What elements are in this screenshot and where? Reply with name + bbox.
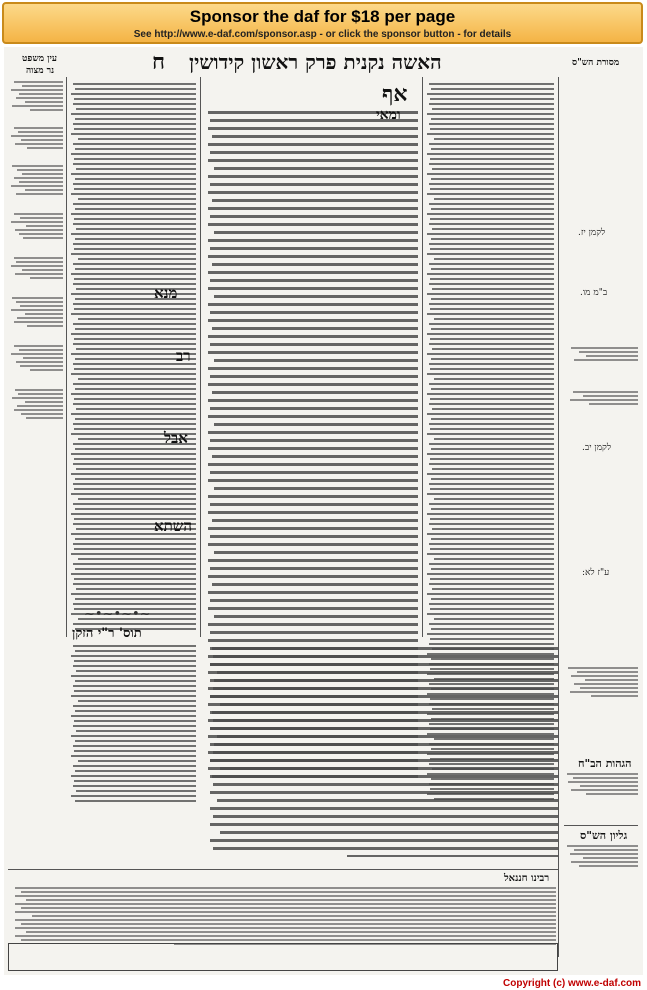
gemara-opening-word: אף (382, 81, 408, 107)
column-divider-left (66, 77, 67, 637)
bottom-section-rule (8, 869, 558, 870)
tosafot-word-mana: מנא (154, 284, 178, 302)
margin-note-4: ע"ז לא: (582, 568, 610, 578)
copyright-notice: Copyright (c) www.e-daf.com (503, 978, 641, 989)
page-header-left-b: נר מצוה (26, 66, 55, 76)
margin-note-2: ב"מ מו. (580, 288, 608, 298)
sponsor-subtitle[interactable]: See http://www.e-daf.com/sponsor.asp - or click the sponsor button - for details (133, 29, 512, 40)
talmud-page-scan (4, 47, 643, 975)
ein-mishpat-column (8, 81, 63, 641)
tosafot-rid-text (70, 645, 196, 815)
sponsor-title[interactable]: Sponsor the daf for $18 per page (189, 7, 456, 26)
page-number-letter: ח (152, 49, 166, 75)
tosafot-word-hasha: השתא (154, 517, 193, 535)
tosafot-rid-heading: תוס' ר"י הזקן (72, 626, 142, 641)
bottom-section-heading: רבינו חננאל (504, 873, 550, 884)
bottom-note-box (8, 943, 558, 971)
margin-lower-right (564, 667, 638, 747)
tosafot-word-rav: רב (176, 347, 191, 365)
column-divider-mid-right (422, 77, 423, 637)
hagahot-habach-text (564, 773, 638, 823)
page-header-right: מסורת הש"ס (572, 58, 620, 68)
hagahot-habach-heading: הגהות הב"ח (578, 757, 632, 770)
column-divider-right (558, 77, 559, 957)
ornament-divider-left: ~•~•~•~ (84, 607, 151, 622)
margin-note-1: לקמן יז. (578, 228, 606, 238)
hagahot-rule (564, 825, 638, 826)
column-divider-mid-left (200, 77, 201, 637)
masoret-hashas-column (564, 347, 638, 467)
sponsor-banner[interactable] (2, 2, 643, 44)
gilyon-hashas-heading: גליון הש"ס (580, 829, 628, 842)
page-header-title: האשה נקנית פרק ראשון קידושין (189, 50, 442, 74)
margin-note-3: לקמן יב. (582, 443, 612, 453)
gilyon-hashas-text (564, 845, 638, 905)
tosafot-word-aval: אבל (164, 429, 188, 447)
gemara-word-vemai: ומאי (376, 107, 401, 123)
page-header-left-a: עין משפט (22, 54, 57, 64)
gemara-continuation (206, 647, 558, 857)
